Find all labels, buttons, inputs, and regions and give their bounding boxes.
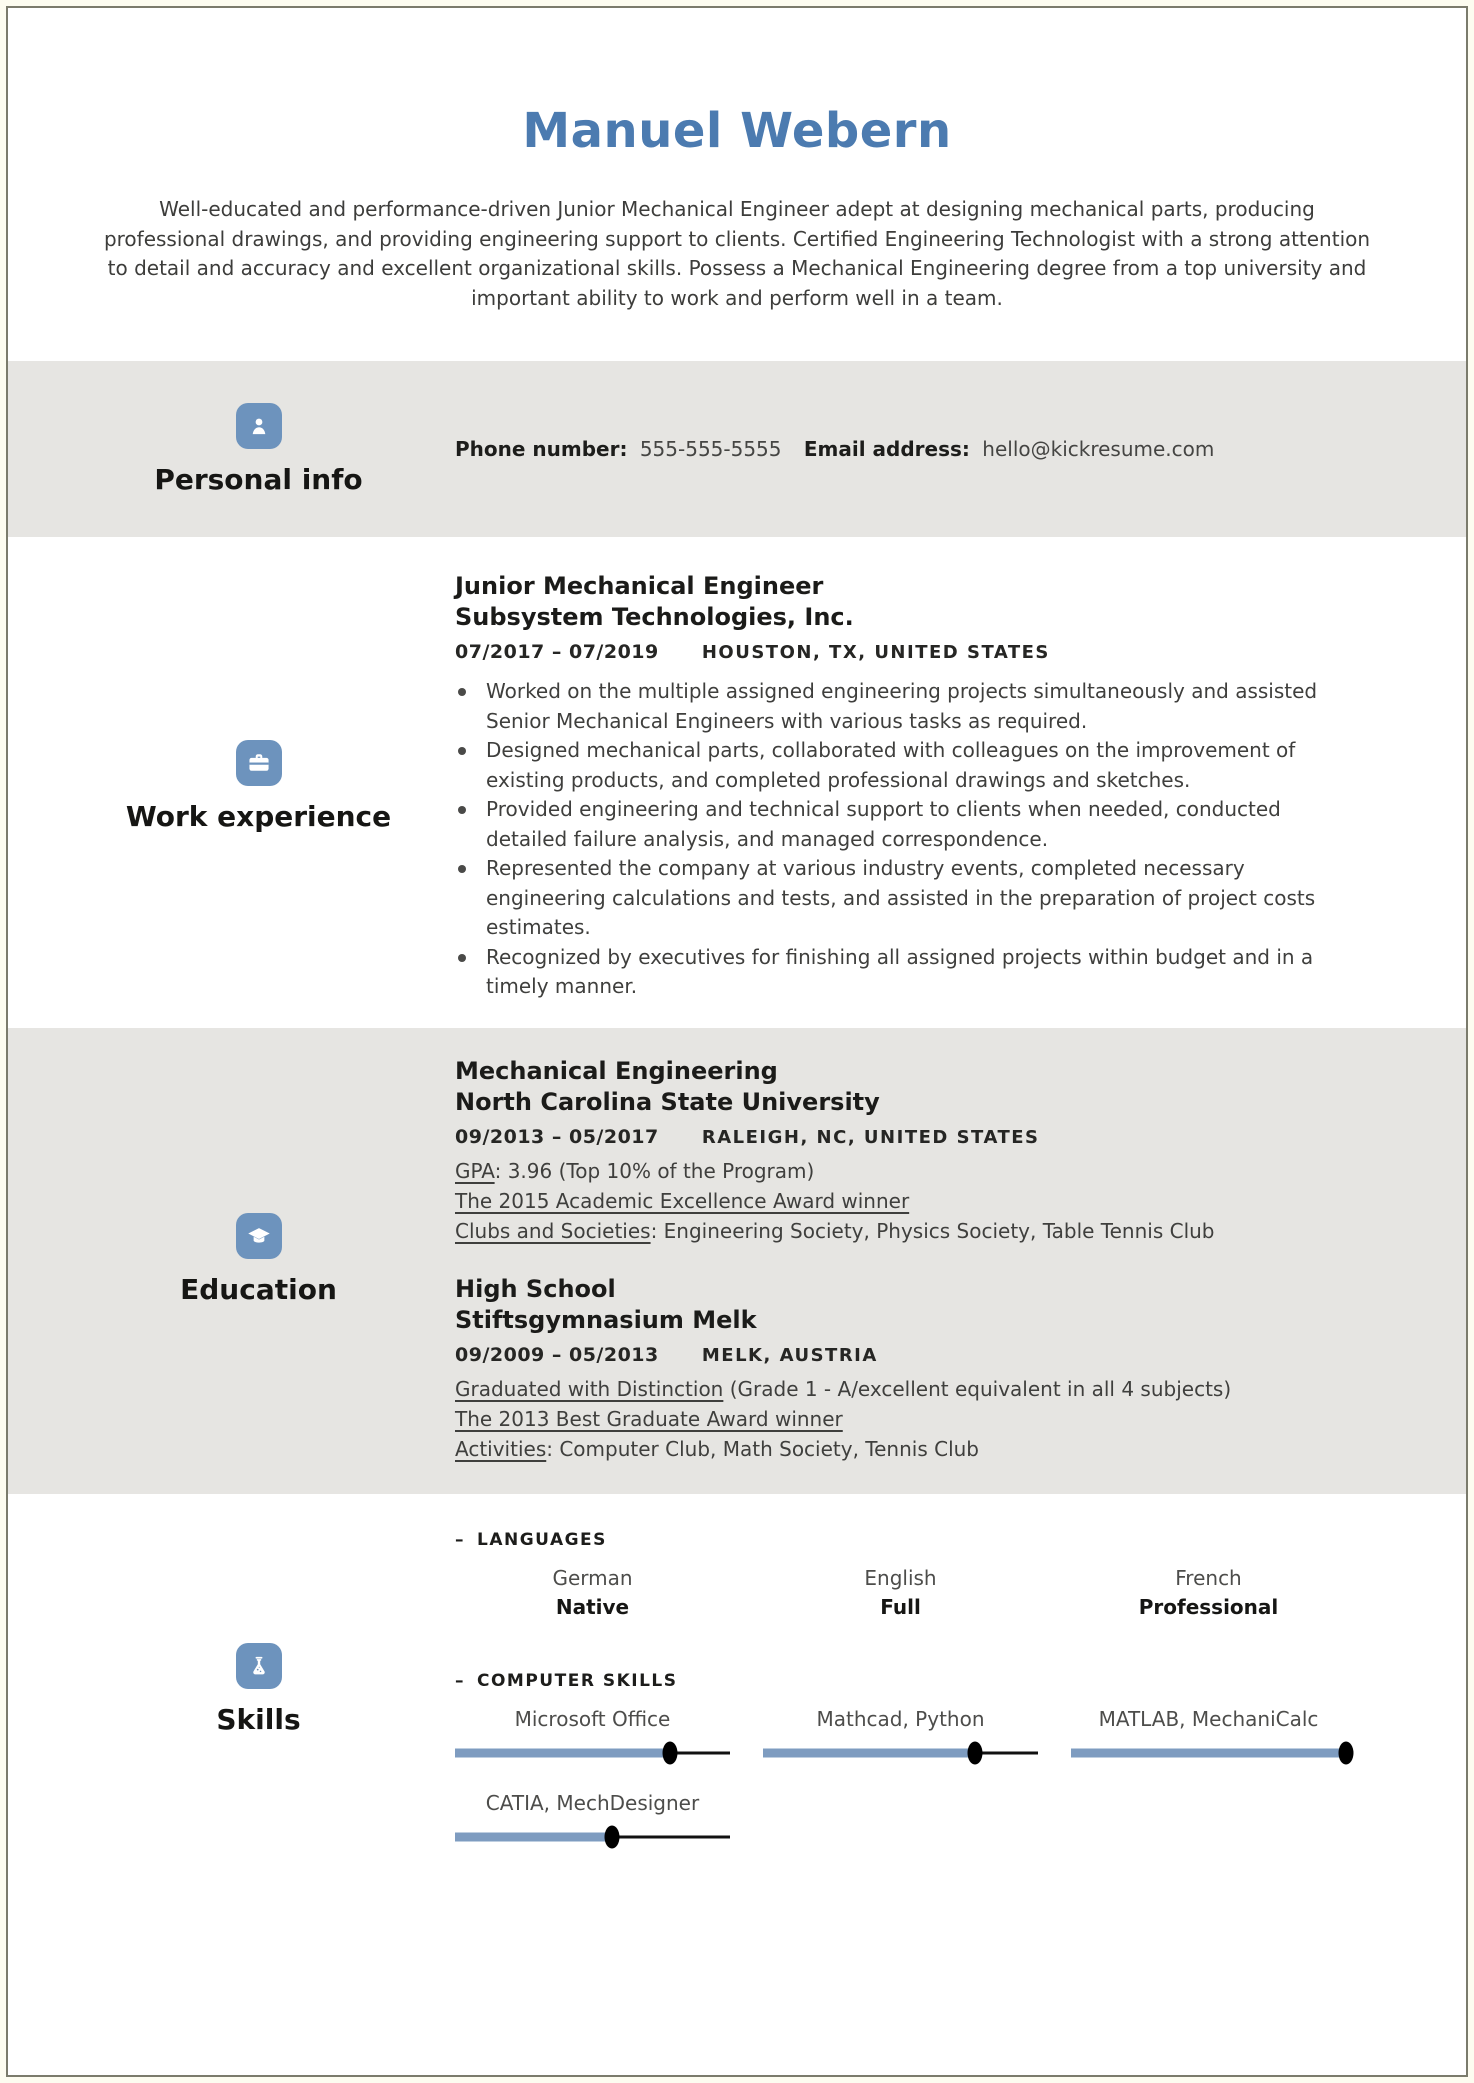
education-detail: Clubs and Societies: Engineering Society, Physics Society, Table Tennis Club xyxy=(455,1218,1215,1243)
personal-info-content xyxy=(455,437,1466,461)
section-label-skills: Skills xyxy=(216,1702,301,1736)
graduation-cap-icon xyxy=(236,1213,282,1259)
job-meta xyxy=(455,638,1466,667)
education-detail: Activities: Computer Club, Math Society, Tennis Club xyxy=(455,1436,980,1461)
skill-item xyxy=(763,1707,1038,1765)
skill-slider xyxy=(455,1825,730,1849)
skill-name: Microsoft Office xyxy=(514,1706,671,1731)
email-label: Email address: xyxy=(803,437,970,461)
education-location: MELK, AUSTRIA xyxy=(701,1344,878,1366)
skill-slider xyxy=(1071,1741,1346,1765)
section-label-education: Education xyxy=(180,1273,337,1306)
education-detail: The 2013 Best Graduate Award winner xyxy=(455,1406,843,1431)
skill-slider xyxy=(763,1741,1038,1765)
work-experience-side xyxy=(8,740,455,833)
job-bullet: Recognized by executives for finishing all assigned projects within budget and in a timely manner. xyxy=(455,943,1355,1002)
resume-header xyxy=(8,8,1466,313)
dash: – xyxy=(455,1670,465,1691)
job-location: HOUSTON, TX, UNITED STATES xyxy=(701,642,1050,663)
education-dates: 09/2009 – 05/2013 xyxy=(455,1343,659,1366)
phone-label: Phone number: xyxy=(455,437,628,461)
language-level: Full xyxy=(880,1594,921,1619)
person-icon xyxy=(236,403,282,449)
briefcase-icon xyxy=(236,740,282,786)
skill-item xyxy=(455,1791,730,1849)
section-personal-info xyxy=(8,361,1466,537)
job-bullet-list xyxy=(455,677,1355,1002)
language-name: German xyxy=(552,1565,633,1590)
language-name: English xyxy=(864,1565,937,1590)
company-name: Subsystem Technologies, Inc. xyxy=(455,603,854,631)
slider-dot xyxy=(967,1741,982,1764)
education-meta xyxy=(455,1123,1466,1152)
job-bullet: Provided engineering and technical support to clients when needed, conducted detailed failure analysis, and managed correspondence. xyxy=(455,795,1355,854)
language-level: Professional xyxy=(1138,1594,1279,1619)
job-bullet: Worked on the multiple assigned engineering projects simultaneously and assisted Senior Mechanical Engineers with various tasks as required. xyxy=(455,677,1355,736)
school-name: North Carolina State University xyxy=(455,1087,880,1116)
language-level: Native xyxy=(555,1594,630,1619)
dash: – xyxy=(455,1529,465,1550)
job-title: Junior Mechanical Engineer xyxy=(455,572,824,600)
education-details xyxy=(455,1374,1415,1464)
email-value: hello@kickresume.com xyxy=(982,437,1215,461)
skills-content xyxy=(455,1530,1466,1849)
education-detail: GPA: 3.96 (Top 10% of the Program) xyxy=(455,1158,815,1183)
work-experience-content xyxy=(455,571,1466,1002)
languages-grid xyxy=(455,1566,1466,1619)
education-content xyxy=(455,1056,1466,1464)
degree-title: High School xyxy=(455,1274,616,1303)
phone-value: 555-555-5555 xyxy=(639,437,782,461)
slider-dot xyxy=(662,1741,677,1764)
education-detail: Graduated with Distinction (Grade 1 - A/excellent equivalent in all 4 subjects) xyxy=(455,1376,1232,1401)
section-label-personal-info: Personal info xyxy=(154,462,363,496)
skill-item xyxy=(455,1707,730,1765)
job-bullet: Represented the company at various industry events, completed necessary engineering calculations and tests, and assisted in the preparation of project costs estimates. xyxy=(455,854,1355,943)
page-title: Manuel Webern xyxy=(522,103,952,159)
job-bullet: Designed mechanical parts, collaborated with colleagues on the improvement of existing products, and completed professional drawings and sketches. xyxy=(455,736,1355,795)
slider-dot xyxy=(1339,1741,1354,1764)
section-label-work-experience: Work experience xyxy=(125,799,392,833)
computer-skills-grid xyxy=(455,1707,1466,1849)
contact-line xyxy=(455,437,1466,461)
language-item xyxy=(1071,1566,1346,1619)
education-meta xyxy=(455,1341,1466,1370)
skill-slider xyxy=(455,1741,730,1765)
slider-fill xyxy=(1071,1748,1346,1757)
school-name: Stiftsgymnasium Melk xyxy=(455,1305,757,1334)
education-detail: The 2015 Academic Excellence Award winner xyxy=(455,1188,910,1213)
section-education xyxy=(8,1028,1466,1494)
summary-text: Well-educated and performance-driven Junior Mechanical Engineer adept at designing mechanical parts, producing professional drawings, and providing engineering support to clients. Certified Engineering Technologist with a strong attention to detail and accuracy and excellent organizational skills. Possess a Mechanical Engineering degree from a top university and important ability to work and perform well in a team. xyxy=(103,197,1371,310)
section-skills xyxy=(8,1494,1466,1859)
education-details xyxy=(455,1156,1415,1246)
work-entry xyxy=(455,571,1466,1002)
skills-side xyxy=(8,1643,455,1736)
education-entry xyxy=(455,1056,1466,1246)
slider-fill xyxy=(763,1748,975,1757)
education-entry xyxy=(455,1274,1466,1464)
personal-info-side xyxy=(8,403,455,496)
skill-item xyxy=(1071,1707,1346,1765)
skill-name: CATIA, MechDesigner xyxy=(485,1790,700,1815)
language-name: French xyxy=(1175,1565,1242,1590)
computer-skills-header: – COMPUTER SKILLS xyxy=(455,1670,678,1691)
resume-page-inner xyxy=(6,6,1468,2077)
language-item xyxy=(763,1566,1038,1619)
education-side xyxy=(8,1213,455,1306)
skill-name: Mathcad, Python xyxy=(816,1706,985,1731)
section-work-experience xyxy=(8,537,1466,1028)
slider-dot xyxy=(604,1825,619,1848)
slider-fill xyxy=(455,1832,612,1841)
degree-title: Mechanical Engineering xyxy=(455,1056,778,1085)
languages-header: – LANGUAGES xyxy=(455,1529,607,1550)
skill-name: MATLAB, MechaniCalc xyxy=(1098,1706,1319,1731)
education-dates: 09/2013 – 05/2017 xyxy=(455,1125,659,1148)
education-location: RALEIGH, NC, UNITED STATES xyxy=(701,1126,1040,1148)
language-item xyxy=(455,1566,730,1619)
job-dates: 07/2017 – 07/2019 xyxy=(455,641,659,663)
slider-fill xyxy=(455,1748,670,1757)
flask-icon xyxy=(236,1643,282,1689)
